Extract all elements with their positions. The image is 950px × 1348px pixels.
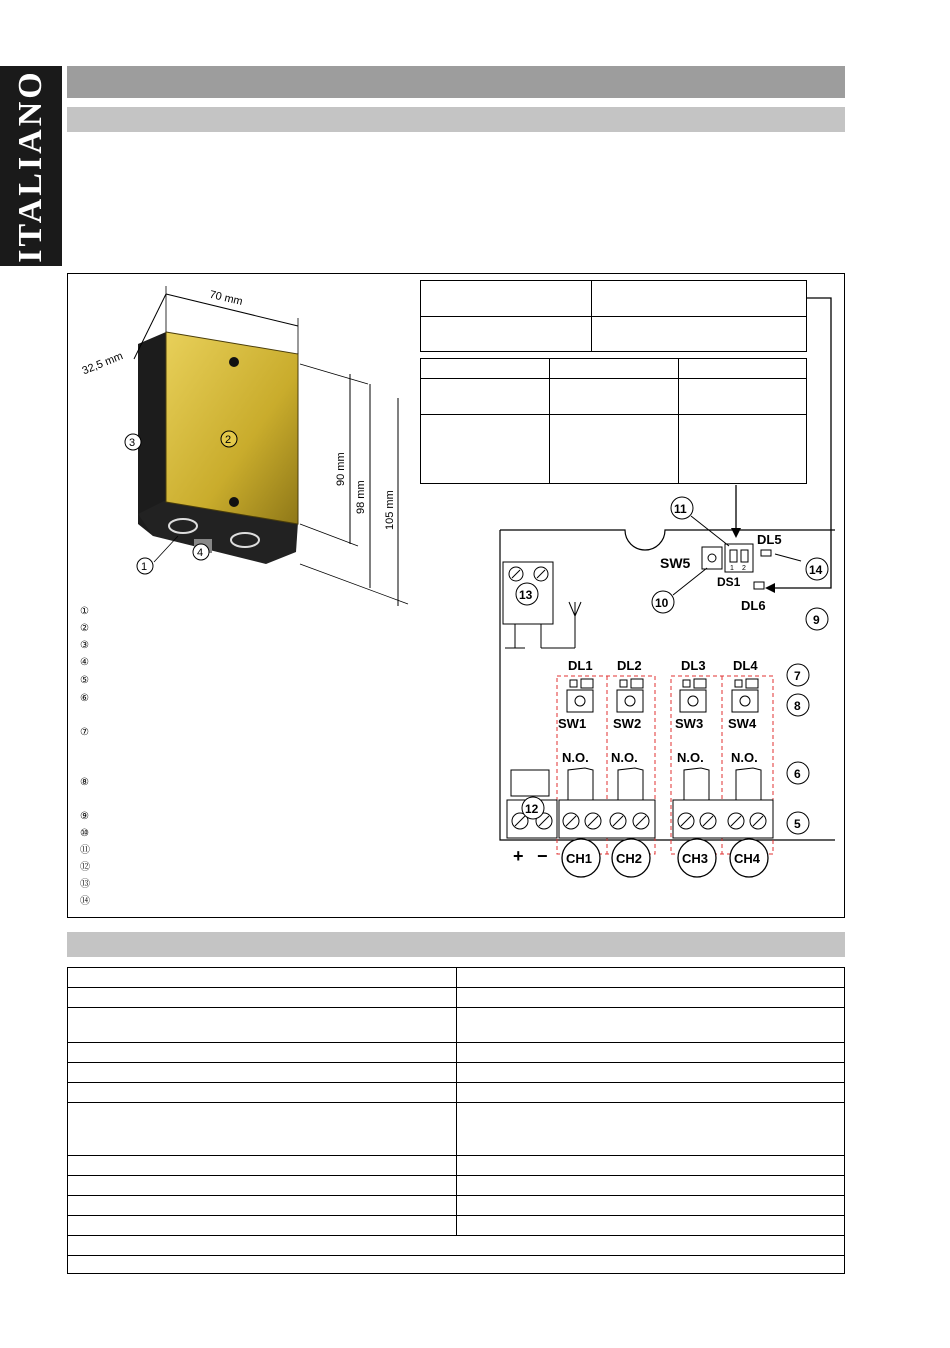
specs-cell <box>68 988 457 1008</box>
power-fuse <box>511 770 549 796</box>
specs-table <box>67 967 845 1274</box>
specs-cell <box>457 1008 845 1043</box>
svg-text:2: 2 <box>225 434 232 446</box>
svg-text:3: 3 <box>129 437 136 449</box>
ds1-label: DS1 <box>717 575 741 589</box>
svg-text:12: 12 <box>525 802 539 816</box>
legend-marker-10: ⑩ <box>80 828 89 839</box>
specs-cell <box>457 1196 845 1216</box>
channel-3-column <box>675 658 709 800</box>
sw5-label: SW5 <box>660 555 691 571</box>
callout-14 <box>806 558 828 580</box>
channel-ch3 <box>678 839 716 877</box>
specs-cell <box>457 1083 845 1103</box>
device-drawing <box>68 274 413 614</box>
sw4-button <box>732 690 758 712</box>
dl2-label: DL2 <box>617 658 642 673</box>
svg-text:7: 7 <box>794 669 801 683</box>
relay-1-label: N.O. <box>562 750 589 765</box>
callout-6 <box>787 762 809 784</box>
svg-text:CH4: CH4 <box>734 851 761 866</box>
channel-2-column <box>611 658 643 800</box>
dim-height-105: 105 mm <box>384 490 396 530</box>
sw3-button <box>680 690 706 712</box>
callout-9 <box>806 608 828 630</box>
relay-2-label: N.O. <box>611 750 638 765</box>
dl4-label: DL4 <box>733 658 758 673</box>
svg-text:1: 1 <box>730 565 734 572</box>
specs-cell <box>457 1156 845 1176</box>
legend-marker-11: ⑪ <box>80 845 90 856</box>
svg-text:14: 14 <box>809 563 823 577</box>
legend-marker-1: ① <box>80 606 89 617</box>
specs-cell <box>457 1043 845 1063</box>
dl3-label: DL3 <box>681 658 706 673</box>
svg-text:9: 9 <box>813 613 820 627</box>
dl1-label: DL1 <box>568 658 593 673</box>
specs-cell <box>68 1083 457 1103</box>
specs-cell <box>457 968 845 988</box>
callout-11 <box>671 497 729 546</box>
dl5-led <box>761 550 771 556</box>
legend-marker-9: ⑨ <box>80 811 89 822</box>
svg-text:CH3: CH3 <box>682 851 709 866</box>
section-header-specs <box>67 932 845 957</box>
relay-4-label: N.O. <box>731 750 758 765</box>
channel-1-column <box>558 658 593 800</box>
dim-height-90: 90 mm <box>335 452 347 486</box>
lid-screw-top <box>229 357 239 367</box>
specs-cell <box>457 1176 845 1196</box>
specs-cell <box>68 1196 457 1216</box>
sw2-label: SW2 <box>613 716 642 731</box>
callout-1 <box>137 536 178 574</box>
svg-text:13: 13 <box>519 588 533 602</box>
legend-marker-7: ⑦ <box>80 727 89 738</box>
lid-screw-bottom <box>229 497 239 507</box>
specs-cell <box>68 1156 457 1176</box>
callout-8 <box>787 694 809 716</box>
legend-marker-8: ⑧ <box>80 777 89 788</box>
plus-label: + <box>513 846 524 866</box>
legend-marker-6: ⑥ <box>80 693 89 704</box>
specs-cell <box>68 1176 457 1196</box>
legend-marker-5: ⑤ <box>80 675 89 686</box>
specs-cell <box>457 1063 845 1083</box>
language-tab <box>0 66 62 266</box>
svg-text:1: 1 <box>141 561 148 573</box>
specs-cell <box>68 1063 457 1083</box>
specs-cell-wide <box>68 1236 845 1256</box>
relay-3-label: N.O. <box>677 750 704 765</box>
callout-4 <box>193 544 209 560</box>
channel-4-column <box>728 658 761 800</box>
antenna-terminal <box>503 562 581 648</box>
svg-text:10: 10 <box>655 596 669 610</box>
minus-label: − <box>537 846 548 866</box>
channel-ch1 <box>562 839 600 877</box>
specs-cell <box>457 1216 845 1236</box>
specs-cell <box>457 1103 845 1156</box>
specs-cell <box>68 1103 457 1156</box>
legend-marker-12: ⑫ <box>80 862 90 873</box>
sw4-label: SW4 <box>728 716 757 731</box>
svg-text:11: 11 <box>674 502 687 516</box>
dl5-label: DL5 <box>757 532 782 547</box>
specs-cell <box>68 968 457 988</box>
channel-ch4 <box>730 839 768 877</box>
legend-marker-3: ③ <box>80 640 89 651</box>
specs-cell <box>68 1216 457 1236</box>
callout-10 <box>652 568 707 613</box>
specs-cell-wide <box>68 1256 845 1274</box>
sw1-label: SW1 <box>558 716 587 731</box>
legend-marker-13: ⑬ <box>80 879 90 890</box>
sw5-button <box>702 547 722 569</box>
dl6-label: DL6 <box>741 598 766 613</box>
callout-13 <box>516 583 538 605</box>
callout-12 <box>522 797 544 819</box>
svg-text:6: 6 <box>794 767 801 781</box>
legend-marker-4: ④ <box>80 657 89 668</box>
sw1-button <box>567 690 593 712</box>
svg-text:5: 5 <box>794 817 801 831</box>
svg-text:CH1: CH1 <box>566 851 593 866</box>
language-tab-label: ITALIANO <box>12 69 49 263</box>
callout-2 <box>221 431 237 447</box>
dl6-led <box>754 582 764 589</box>
svg-text:2: 2 <box>742 565 746 572</box>
dim-width: 70 mm <box>208 288 244 309</box>
sw3-label: SW3 <box>675 716 704 731</box>
callout-3 <box>125 434 141 450</box>
legend-marker-14: ⑭ <box>80 896 90 907</box>
section-header-sub <box>67 107 845 132</box>
dim-depth: 32,5 mm <box>80 350 125 378</box>
specs-cell <box>68 1008 457 1043</box>
dim-height-98: 98 mm <box>355 480 367 514</box>
specs-cell <box>68 1043 457 1063</box>
callout-7 <box>787 664 809 686</box>
specs-cell <box>457 988 845 1008</box>
svg-text:CH2: CH2 <box>616 851 643 866</box>
svg-text:8: 8 <box>794 699 801 713</box>
circuit-board-diagram <box>495 280 840 880</box>
svg-text:4: 4 <box>197 547 204 559</box>
callout-5 <box>787 812 809 834</box>
section-header-main <box>67 66 845 98</box>
sw2-button <box>617 690 643 712</box>
channel-ch2 <box>612 839 650 877</box>
legend-marker-2: ② <box>80 623 89 634</box>
